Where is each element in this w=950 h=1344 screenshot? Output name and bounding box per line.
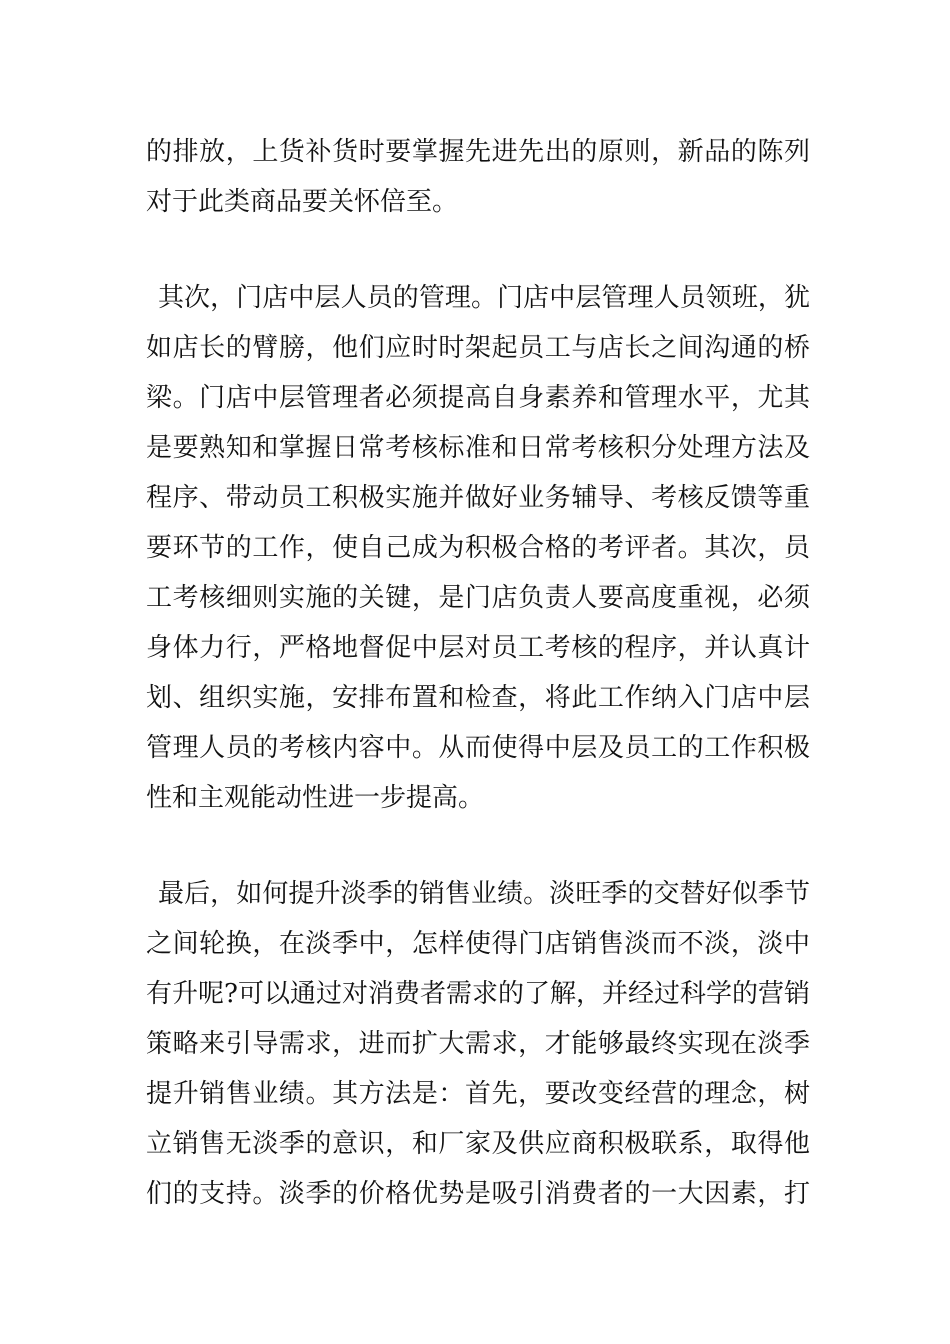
paragraph-line: 有升呢?可以通过对消费者需求的了解，并经过科学的营销 <box>146 979 810 1009</box>
paragraph-1 <box>146 127 810 227</box>
paragraph-line: 程序、带动员工积极实施并做好业务辅导、考核反馈等重 <box>146 483 810 513</box>
paragraph-3 <box>146 869 810 1219</box>
paragraph-line: 立销售无淡季的意识，和厂家及供应商积极联系，取得他 <box>146 1129 810 1159</box>
paragraph-line: 身体力行，严格地督促中层对员工考核的程序，并认真计 <box>146 633 810 663</box>
paragraph-line: 的排放，上货补货时要掌握先进先出的原则，新品的陈列 <box>146 137 810 167</box>
paragraph-line: 之间轮换，在淡季中，怎样使得门店销售淡而不淡，淡中 <box>146 929 810 959</box>
paragraph-line: 梁。门店中层管理者必须提高自身素养和管理水平，尤其 <box>146 383 810 413</box>
paragraph-line: 性和主观能动性进一步提高。 <box>146 783 485 813</box>
paragraph-line: 如店长的臂膀，他们应时时架起员工与店长之间沟通的桥 <box>146 333 810 363</box>
paragraph-line: 们的支持。淡季的价格优势是吸引消费者的一大因素，打 <box>146 1179 810 1209</box>
paragraph-line: 是要熟知和掌握日常考核标准和日常考核积分处理方法及 <box>146 433 810 463</box>
paragraph-line: 最后，如何提升淡季的销售业绩。淡旺季的交替好似季节 <box>158 879 810 909</box>
paragraph-line: 其次，门店中层人员的管理。门店中层管理人员领班，犹 <box>158 283 810 313</box>
paragraph-line: 对于此类商品要关怀倍至。 <box>146 187 459 217</box>
paragraph-2 <box>146 273 810 823</box>
paragraph-line: 要环节的工作，使自己成为积极合格的考评者。其次，员 <box>146 533 810 563</box>
paragraph-line: 策略来引导需求，进而扩大需求，才能够最终实现在淡季 <box>146 1029 810 1059</box>
paragraph-line: 管理人员的考核内容中。从而使得中层及员工的工作积极 <box>146 733 810 763</box>
paragraph-line: 划、组织实施，安排布置和检查，将此工作纳入门店中层 <box>146 683 810 713</box>
paragraph-line: 提升销售业绩。其方法是：首先，要改变经营的理念，树 <box>146 1079 810 1109</box>
paragraph-line: 工考核细则实施的关键，是门店负责人要高度重视，必须 <box>146 583 810 613</box>
